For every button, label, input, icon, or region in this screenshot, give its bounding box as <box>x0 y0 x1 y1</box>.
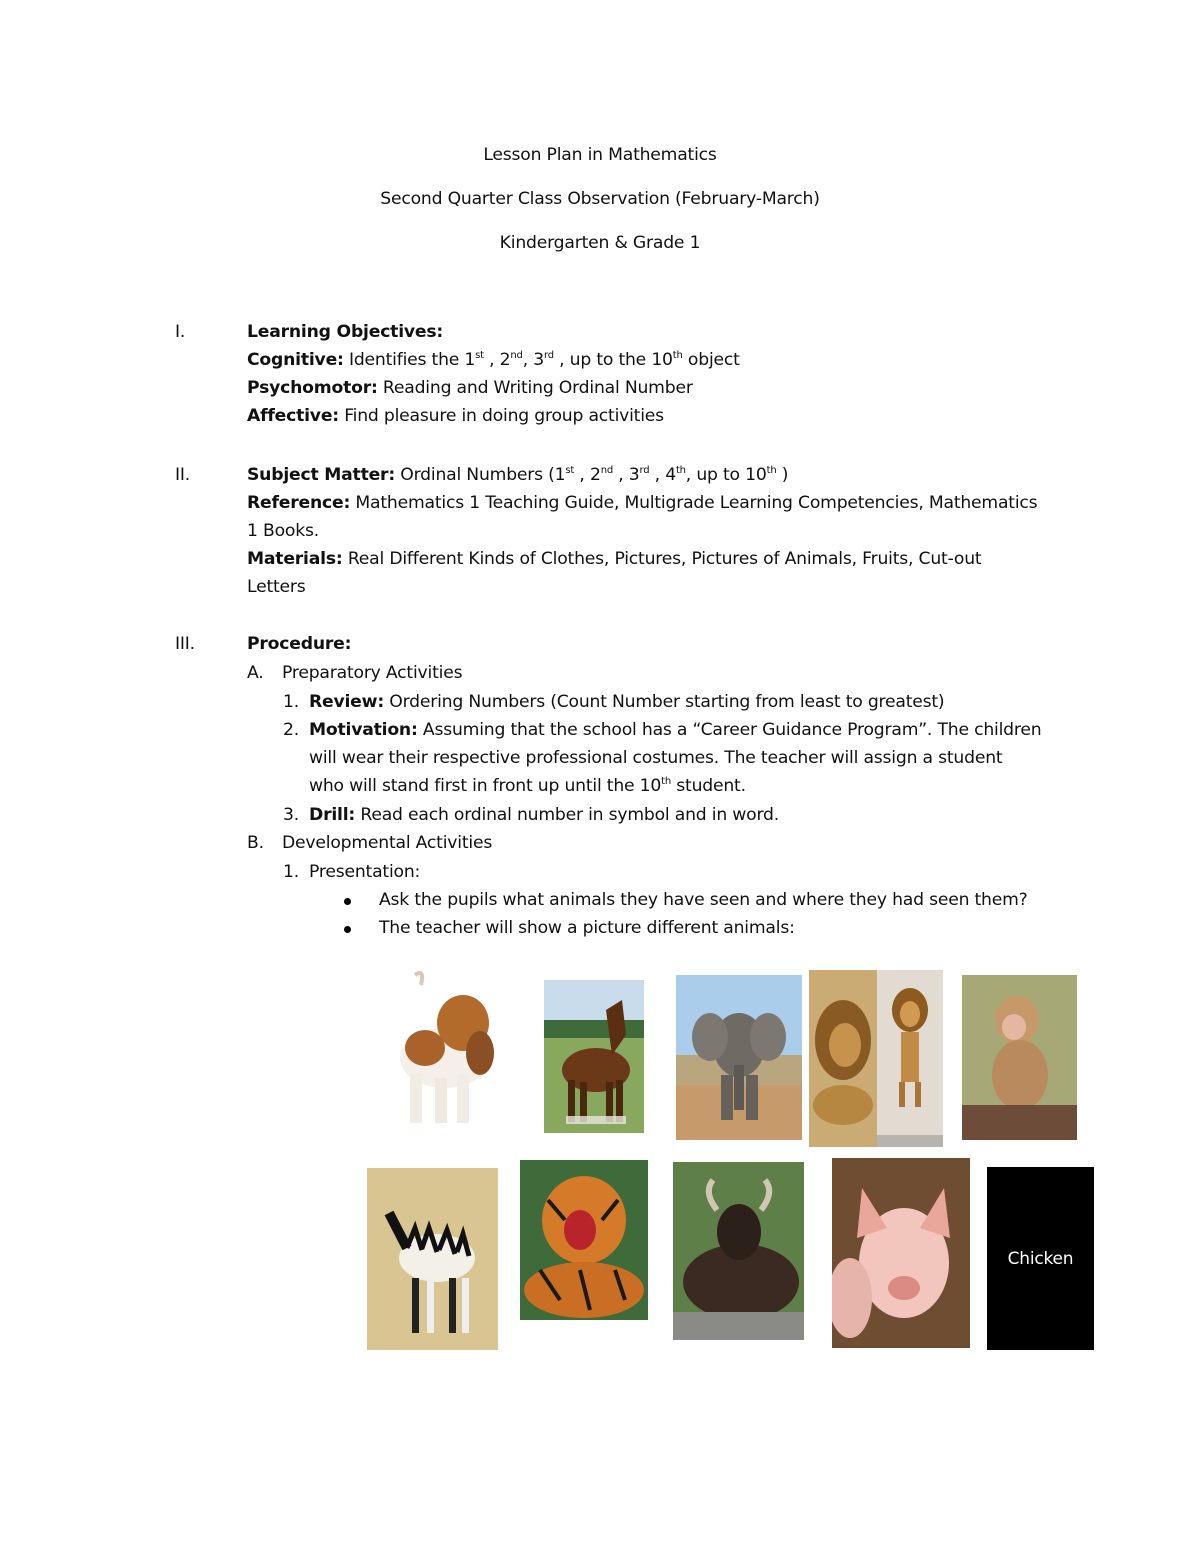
chicken-label: Chicken <box>1007 1248 1074 1269</box>
developmental-activities-heading: Developmental Activities <box>282 833 493 853</box>
list-number: 3. <box>283 805 299 825</box>
bullet-icon <box>344 926 351 933</box>
zebra-picture <box>367 1168 498 1350</box>
elephant-picture <box>676 975 802 1140</box>
bullet-item: The teacher will show a picture different animals: <box>379 918 795 938</box>
motivation-item-line3: who will stand first in front up until the 10th student. <box>309 776 746 796</box>
horse-picture <box>544 980 644 1133</box>
bullet-icon <box>344 898 351 905</box>
presentation-heading: Presentation: <box>309 862 421 882</box>
section-numeral: III. <box>175 634 195 654</box>
subsection-letter: A. <box>247 663 264 683</box>
lion-walking-picture <box>877 970 943 1147</box>
affective-objective: Affective: Find pleasure in doing group activities <box>247 406 664 426</box>
document-subtitle: Second Quarter Class Observation (February-March) <box>380 189 820 209</box>
motivation-item: Motivation: Assuming that the school has a “Career Guidance Program”. The children <box>309 720 1042 740</box>
pig-picture <box>832 1158 970 1348</box>
grade-level: Kindergarten & Grade 1 <box>499 233 701 253</box>
tiger-picture <box>520 1160 648 1320</box>
preparatory-activities-heading: Preparatory Activities <box>282 663 463 683</box>
section-numeral: I. <box>175 322 186 342</box>
learning-objectives-heading: Learning Objectives: <box>247 322 444 342</box>
monkey-picture <box>962 975 1077 1140</box>
drill-item: Drill: Read each ordinal number in symbol and in word. <box>309 805 780 825</box>
lion-picture <box>809 970 877 1147</box>
materials-line-continued: Letters <box>247 577 306 597</box>
list-number: 1. <box>283 692 299 712</box>
chicken-placeholder <box>987 1167 1094 1350</box>
list-number: 2. <box>283 720 299 740</box>
reference-line-continued: 1 Books. <box>247 521 319 541</box>
list-number: 1. <box>283 862 299 882</box>
cognitive-objective: Cognitive: Identifies the 1st , 2nd, 3rd , up to the 10th object <box>247 350 740 370</box>
dog-picture <box>385 963 507 1135</box>
psychomotor-objective: Psychomotor: Reading and Writing Ordinal Number <box>247 378 693 398</box>
subsection-letter: B. <box>247 833 264 853</box>
subject-matter: Subject Matter: Ordinal Numbers (1st , 2nd , 3rd , 4th, up to 10th ) <box>247 465 789 485</box>
bullet-item: Ask the pupils what animals they have seen and where they had seen them? <box>379 890 1028 910</box>
document-title: Lesson Plan in Mathematics <box>483 145 717 165</box>
section-numeral: II. <box>175 465 191 485</box>
carabao-picture <box>673 1162 804 1340</box>
reference-line: Reference: Mathematics 1 Teaching Guide, Multigrade Learning Competencies, Mathematics <box>247 493 1038 513</box>
motivation-item-line2: will wear their respective professional costumes. The teacher will assign a student <box>309 748 1003 768</box>
procedure-heading: Procedure: <box>247 634 352 654</box>
materials-line: Materials: Real Different Kinds of Clothes, Pictures, Pictures of Animals, Fruits, Cut-out <box>247 549 982 569</box>
review-item: Review: Ordering Numbers (Count Number starting from least to greatest) <box>309 692 945 712</box>
